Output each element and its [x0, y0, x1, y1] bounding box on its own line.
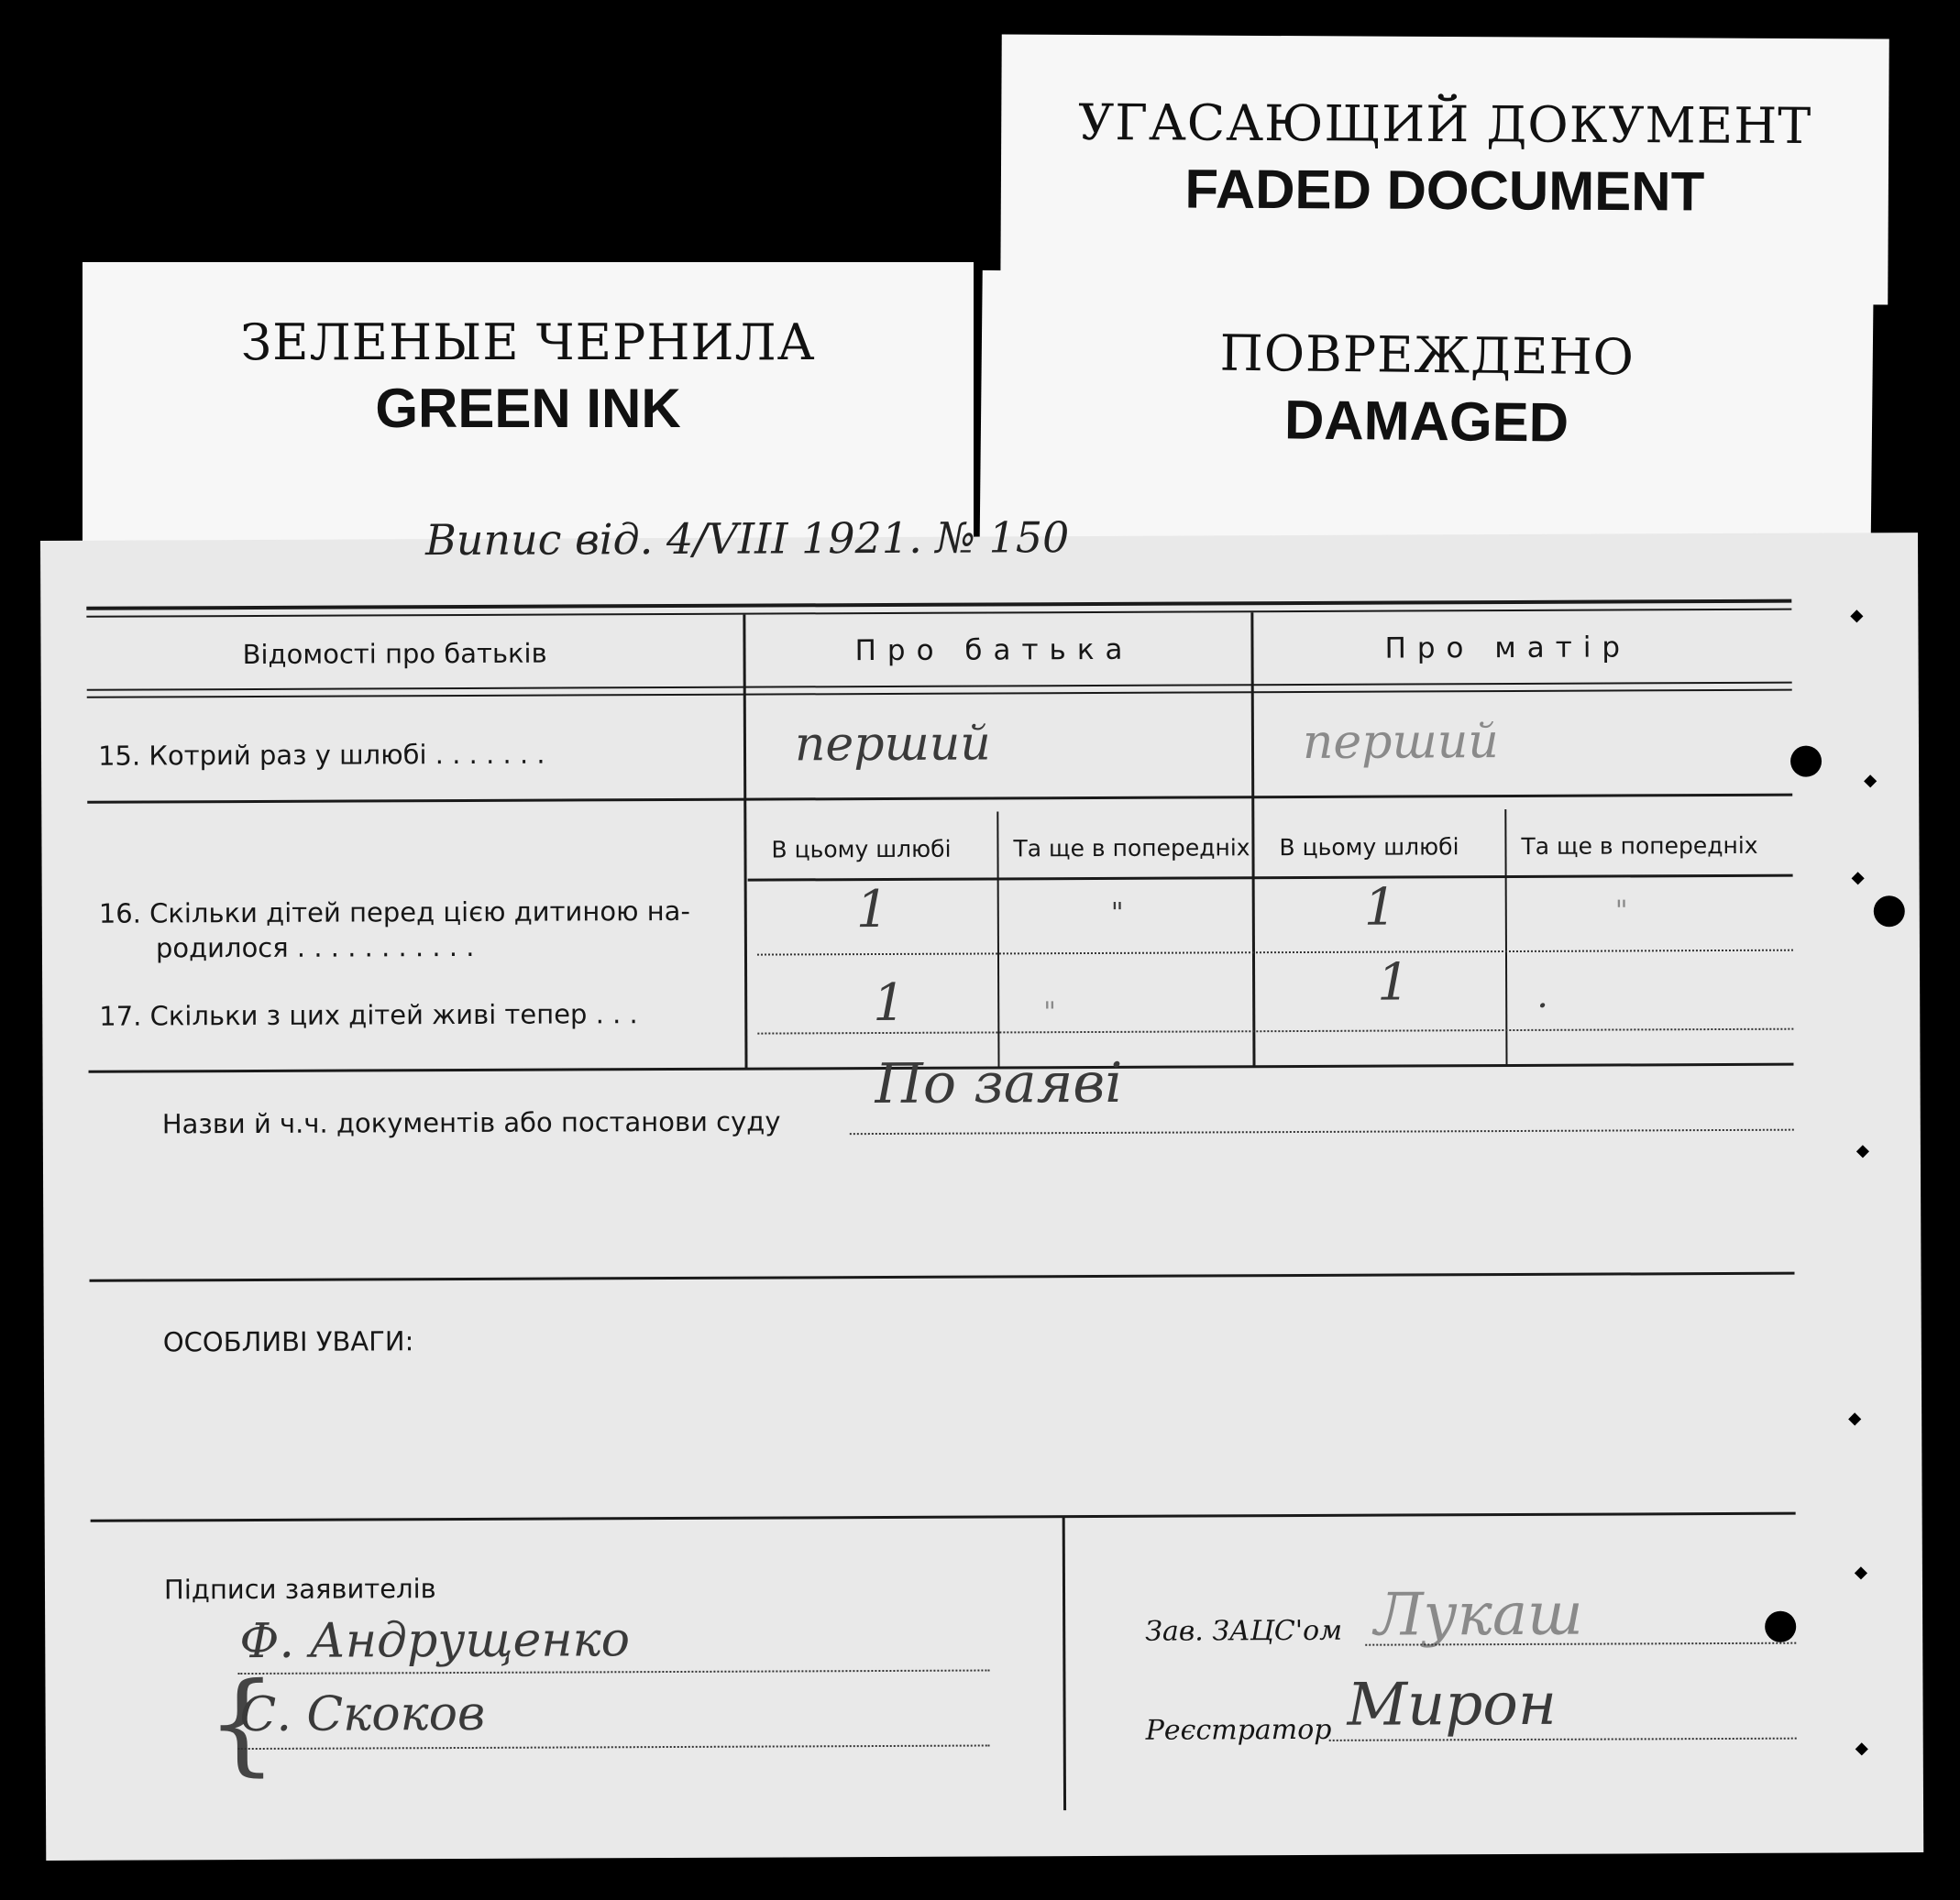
- head-zags-signature: Лукаш: [1373, 1580, 1583, 1650]
- remarks-top-rule: [90, 1272, 1795, 1282]
- green-label-ru: ЗЕЛЕНЫЕ ЧЕРНИЛА: [240, 313, 816, 371]
- head-zags-label: Зав. ЗАЦС'ом: [1145, 1614, 1343, 1648]
- row16-mother-previous: ": [1614, 895, 1628, 928]
- top-handwritten-note: Випис від. 4/VIII 1921. № 150: [424, 512, 1070, 566]
- form-sheet: [40, 512, 1923, 1861]
- subheader-mother-previous: Та ще в попередніх: [1521, 831, 1758, 860]
- table-top-rule-thin: [86, 609, 1791, 618]
- faded-label-ru: УГАСАЮЩИЙ ДОКУМЕНТ: [1078, 93, 1812, 156]
- edge-mark: [1855, 1566, 1867, 1579]
- applicant-signature-1: Ф. Андрущенко: [239, 1612, 631, 1670]
- documents-value: По заяві: [875, 1050, 1123, 1117]
- subheader-rule: [748, 874, 1793, 882]
- col-divider-1: [743, 615, 747, 1070]
- subheader-father-this: В цьому шлюбі: [771, 835, 952, 863]
- edge-mark: [1856, 1145, 1869, 1158]
- binding-hole: [1790, 746, 1822, 777]
- binding-hole: [1765, 1611, 1796, 1642]
- signatures-top-rule: [91, 1512, 1796, 1522]
- documents-dotline: [850, 1129, 1794, 1135]
- edge-mark: [1848, 1412, 1861, 1425]
- subheader-father-previous: Та ще в попередніх: [1013, 834, 1250, 862]
- faded-label-en: FADED DOCUMENT: [1184, 158, 1705, 223]
- green-label-en: GREEN INK: [375, 378, 681, 439]
- row16-dotline: [757, 950, 1793, 956]
- subheader-mother-this: В цьому шлюбі: [1279, 833, 1459, 862]
- signature-1-line: [237, 1669, 989, 1675]
- registrar-signature: Мирон: [1347, 1670, 1558, 1740]
- header-rule-2: [87, 689, 1792, 698]
- row16-mother-this: 1: [1363, 877, 1397, 938]
- row17-label: 17. Скільки з цих дітей живі тепер . . .: [99, 998, 638, 1032]
- signature-2-line: [238, 1744, 990, 1750]
- row15-mother-value: перший: [1302, 714, 1499, 770]
- row15-father-value: перший: [794, 716, 991, 773]
- col-divider-2: [1250, 612, 1255, 1067]
- signatures-divider: [1063, 1517, 1066, 1810]
- row17-mother-previous: .: [1536, 973, 1548, 1016]
- binding-hole: [1874, 895, 1905, 927]
- header-father: Про батька: [854, 632, 1134, 668]
- documents-label: Назви й ч.ч. документів або постанови суду: [161, 1105, 781, 1140]
- edge-mark: [1850, 610, 1863, 622]
- row17-father-this: 1: [873, 972, 906, 1034]
- remarks-label: ОСОБЛИВІ УВАГИ:: [162, 1325, 414, 1358]
- row16-father-this: 1: [855, 879, 889, 940]
- applicant-signature-2: С. Скоков: [239, 1686, 486, 1743]
- edge-mark: [1864, 774, 1877, 787]
- damaged-label-ru: ПОВРЕЖДЕНО: [1219, 324, 1635, 387]
- row17-mother-this: 1: [1376, 952, 1410, 1013]
- subcol-divider-2: [1504, 809, 1507, 1066]
- row15-label: 15. Котрий раз у шлюбі . . . . . . .: [97, 738, 545, 772]
- header-mother: Про матір: [1384, 631, 1632, 665]
- edge-mark: [1852, 872, 1865, 884]
- row16-label-line2: родилося . . . . . . . . . . .: [155, 930, 475, 964]
- damaged-label-en: DAMAGED: [1283, 389, 1569, 454]
- faded-document-label: [1000, 34, 1889, 304]
- registrar-label: Реєстратор: [1145, 1713, 1332, 1747]
- row17-dotline: [757, 1028, 1793, 1035]
- row17-father-previous: ": [1043, 996, 1057, 1029]
- signatures-label: Підписи заявителів: [163, 1573, 436, 1606]
- edge-mark: [1855, 1742, 1868, 1755]
- subcol-divider-1: [997, 811, 999, 1068]
- row16-father-previous: ": [1110, 896, 1124, 929]
- signatures-brace: {: [206, 1659, 278, 1788]
- header-parents-info: Відомості про батьків: [242, 637, 547, 671]
- row15-rule: [87, 794, 1792, 804]
- row16-label-line1: 16. Скільки дітей перед цією дитиною на-: [98, 895, 690, 929]
